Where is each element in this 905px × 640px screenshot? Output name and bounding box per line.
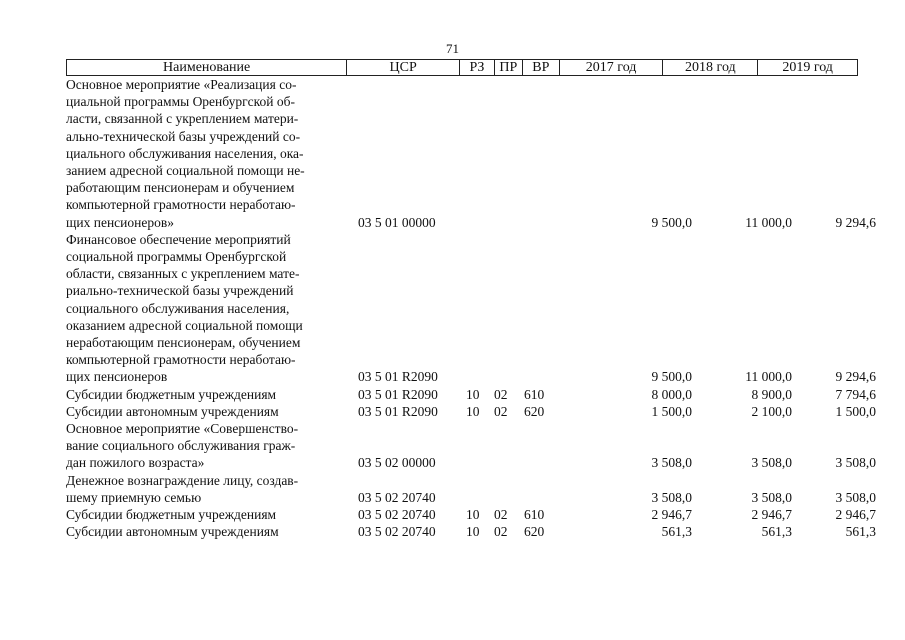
row-name: Основное мероприятие «Совершенство- вание социального обслуживания граж- дан пожилого возраста» [66, 421, 299, 471]
row-2018: 561,3 [761, 524, 792, 540]
row-2018: 2 946,7 [751, 507, 792, 523]
row-2019: 2 946,7 [835, 507, 876, 523]
row-name: Субсидии автономным учреждениям [66, 403, 279, 419]
row-2017: 9 500,0 [651, 214, 692, 230]
row-csr: 03 5 01 R2090 [358, 386, 438, 402]
table-body [66, 76, 876, 540]
row-2018: 8 900,0 [751, 386, 792, 402]
row-rz: 10 [466, 386, 480, 402]
header-2017: 2017 год [560, 60, 664, 75]
row-2019: 561,3 [845, 524, 876, 540]
row-2019: 3 508,0 [835, 455, 876, 471]
table-row [66, 76, 876, 231]
row-2017: 3 508,0 [651, 489, 692, 505]
row-2018: 11 000,0 [745, 369, 792, 385]
page-number: 71 [446, 41, 459, 56]
row-csr: 03 5 02 00000 [358, 455, 436, 471]
header-name: Наименование [67, 60, 347, 75]
table-row [66, 506, 876, 523]
row-name: Основное мероприятие «Реализация со- циальной программы Оренбургской об- ласти, связанной с укреплением матери- ально-технической базы учреждений со- циального обслуживания населения, ока- занием адресной социальной помощи не- работающим пенсионерам и обучением компьютерной грамотности неработаю- щих пенсионеров» [66, 77, 305, 230]
row-pr: 02 [494, 403, 508, 419]
header-2019: 2019 год [782, 60, 833, 75]
row-2017: 9 500,0 [651, 369, 692, 385]
row-2018: 3 508,0 [751, 455, 792, 471]
row-2019: 1 500,0 [835, 403, 876, 419]
row-2017: 2 946,7 [651, 507, 692, 523]
header-vr: ВР [523, 60, 560, 75]
row-rz: 10 [466, 507, 480, 523]
row-pr: 02 [494, 386, 508, 402]
table-row [66, 231, 876, 386]
row-rz: 10 [466, 524, 480, 540]
row-2017: 3 508,0 [651, 455, 692, 471]
table-row [66, 386, 876, 403]
row-pr: 02 [494, 507, 508, 523]
row-rz: 10 [466, 403, 480, 419]
row-vr: 610 [524, 507, 545, 523]
row-2017: 1 500,0 [651, 403, 692, 419]
row-2018: 2 100,0 [751, 403, 792, 419]
header-csr: ЦСР [347, 60, 460, 75]
row-name: Денежное вознаграждение лицу, создав- шему приемную семью [66, 472, 299, 505]
row-2018: 3 508,0 [751, 489, 792, 505]
row-csr: 03 5 01 R2090 [358, 369, 438, 385]
row-2019: 7 794,6 [835, 386, 876, 402]
header-2018: 2018 год [663, 60, 758, 75]
table-row [66, 420, 876, 472]
header-rz: РЗ [460, 60, 495, 75]
row-pr: 02 [494, 524, 508, 540]
table-row [66, 523, 876, 540]
row-csr: 03 5 01 00000 [358, 214, 436, 230]
row-name: Субсидии бюджетным учреждениям [66, 507, 277, 523]
row-2017: 561,3 [661, 524, 692, 540]
row-2019: 9 294,6 [835, 214, 876, 230]
row-vr: 610 [524, 386, 545, 402]
row-csr: 03 5 02 20740 [358, 524, 436, 540]
row-csr: 03 5 02 20740 [358, 507, 436, 523]
row-name: Финансовое обеспечение мероприятий социальной программы Оренбургской области, связанных с укреплением мате- риально-технической базы учреждений социального обслуживания населения, оказанием адресной социальной помощи неработающим пенсионерам, обучением компьютерной грамотности неработаю- щих пенсионеров [66, 231, 303, 385]
row-2017: 8 000,0 [651, 386, 692, 402]
row-name: Субсидии бюджетным учреждениям [66, 386, 277, 402]
table-row [66, 472, 876, 506]
row-csr: 03 5 02 20740 [358, 489, 436, 505]
row-vr: 620 [524, 524, 545, 540]
row-2019: 9 294,6 [835, 369, 876, 385]
row-vr: 620 [524, 403, 545, 419]
row-name: Субсидии автономным учреждениям [66, 524, 279, 540]
header-pr: ПР [495, 60, 523, 75]
table-header [66, 59, 858, 76]
row-2018: 11 000,0 [745, 214, 792, 230]
table-row [66, 403, 876, 420]
row-csr: 03 5 01 R2090 [358, 403, 438, 419]
row-2019: 3 508,0 [835, 489, 876, 505]
